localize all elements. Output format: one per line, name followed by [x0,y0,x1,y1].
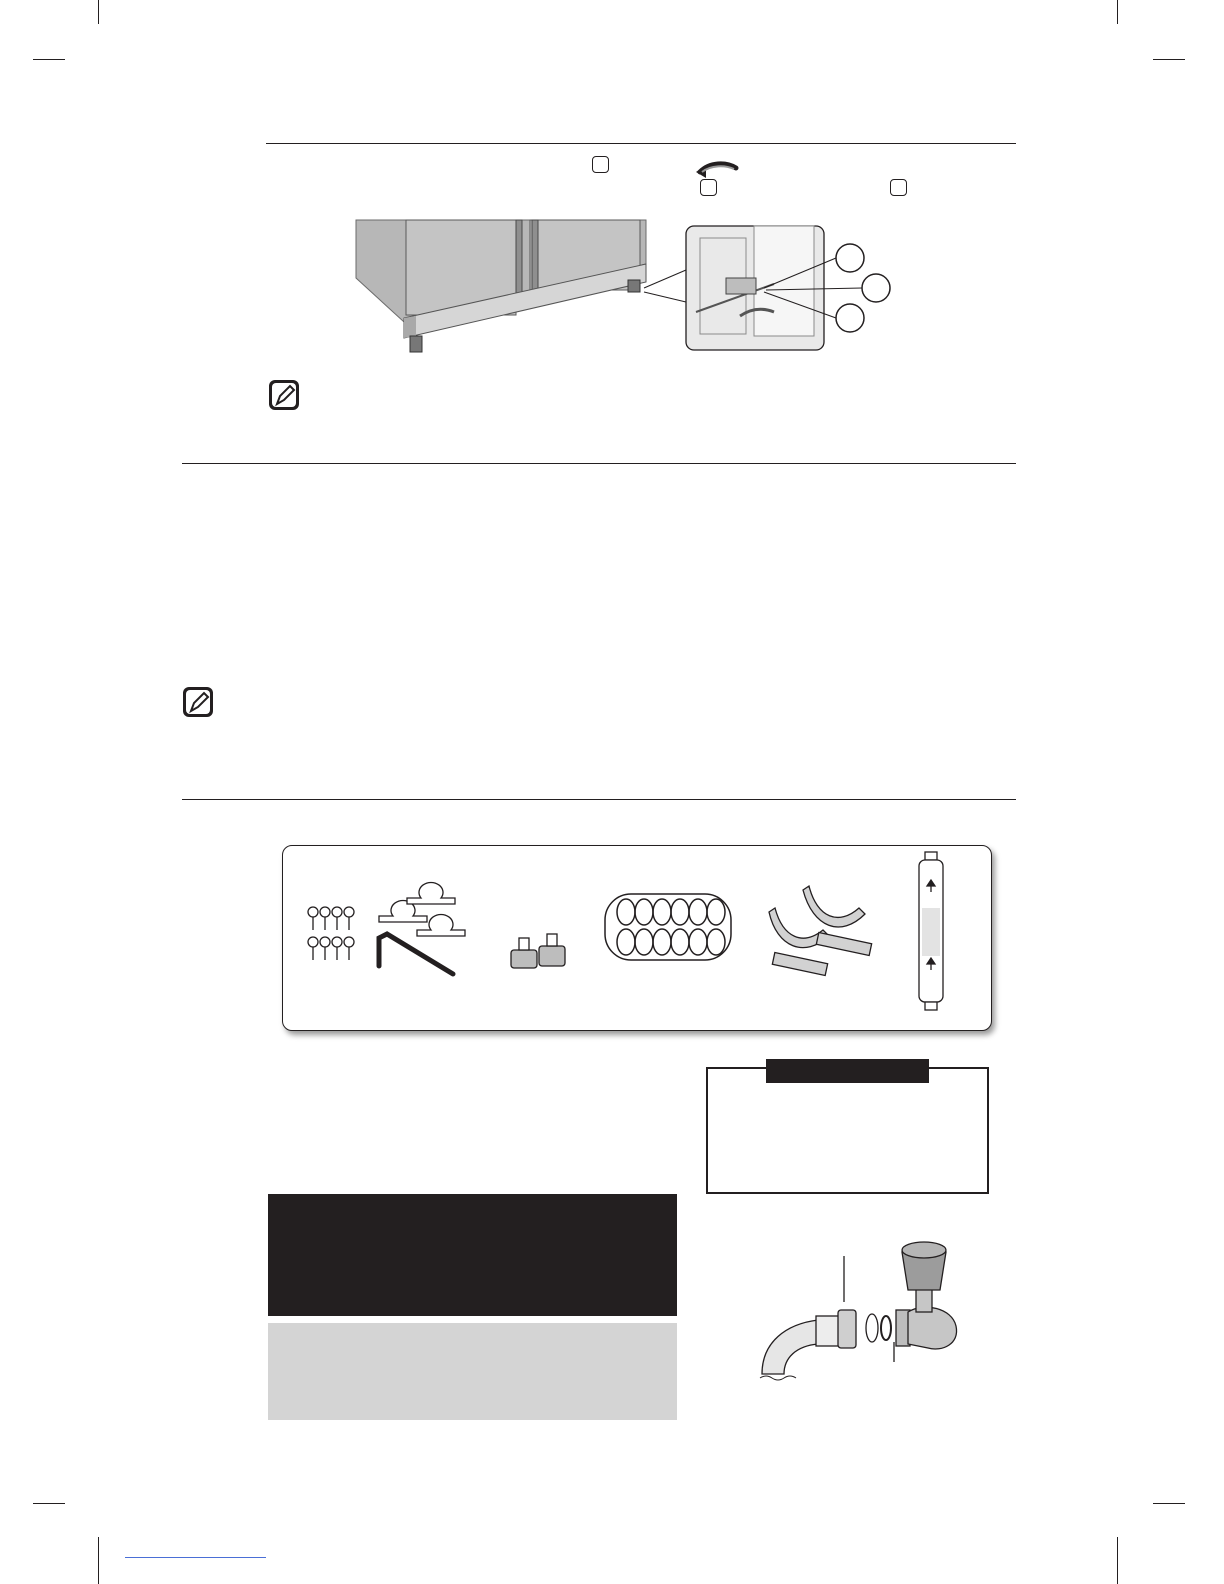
rings-illustration [605,894,731,960]
crop-mark [1117,0,1118,24]
water-valve-illustration [756,1232,970,1392]
crop-mark [33,1503,65,1504]
tube-holders-illustration [769,886,872,975]
crop-mark [33,59,65,60]
warning-panel-dark [268,1194,677,1316]
parts-panel [282,845,992,1031]
callout-marker-icon [862,274,890,302]
caution-tab [766,1059,929,1083]
crop-mark [98,1537,99,1584]
crop-mark [98,0,99,24]
warning-panel-light [268,1323,677,1420]
section-divider [182,799,1016,800]
footer-link[interactable] [125,1557,266,1558]
callout-marker-icon [836,244,864,272]
hex-wrench-illustration [379,934,453,974]
callout-box [890,179,907,196]
leveling-legs-illustration [511,934,565,968]
section-divider [182,463,1016,464]
crop-mark [1153,1503,1185,1504]
screws-illustration [308,907,354,960]
crop-mark [1117,1537,1118,1584]
crop-mark [1153,59,1185,60]
refrigerator-illustration [354,218,900,358]
note-pencil-icon [182,686,214,718]
water-filter-illustration [919,852,943,1010]
pipe-clamps-illustration [379,882,465,936]
note-pencil-icon [268,379,300,411]
callout-box [700,179,717,196]
caution-box [706,1067,989,1194]
callout-box [592,156,609,173]
section-divider [266,143,1016,144]
rotate-arrow-icon [694,156,740,182]
callout-marker-icon [836,304,864,332]
